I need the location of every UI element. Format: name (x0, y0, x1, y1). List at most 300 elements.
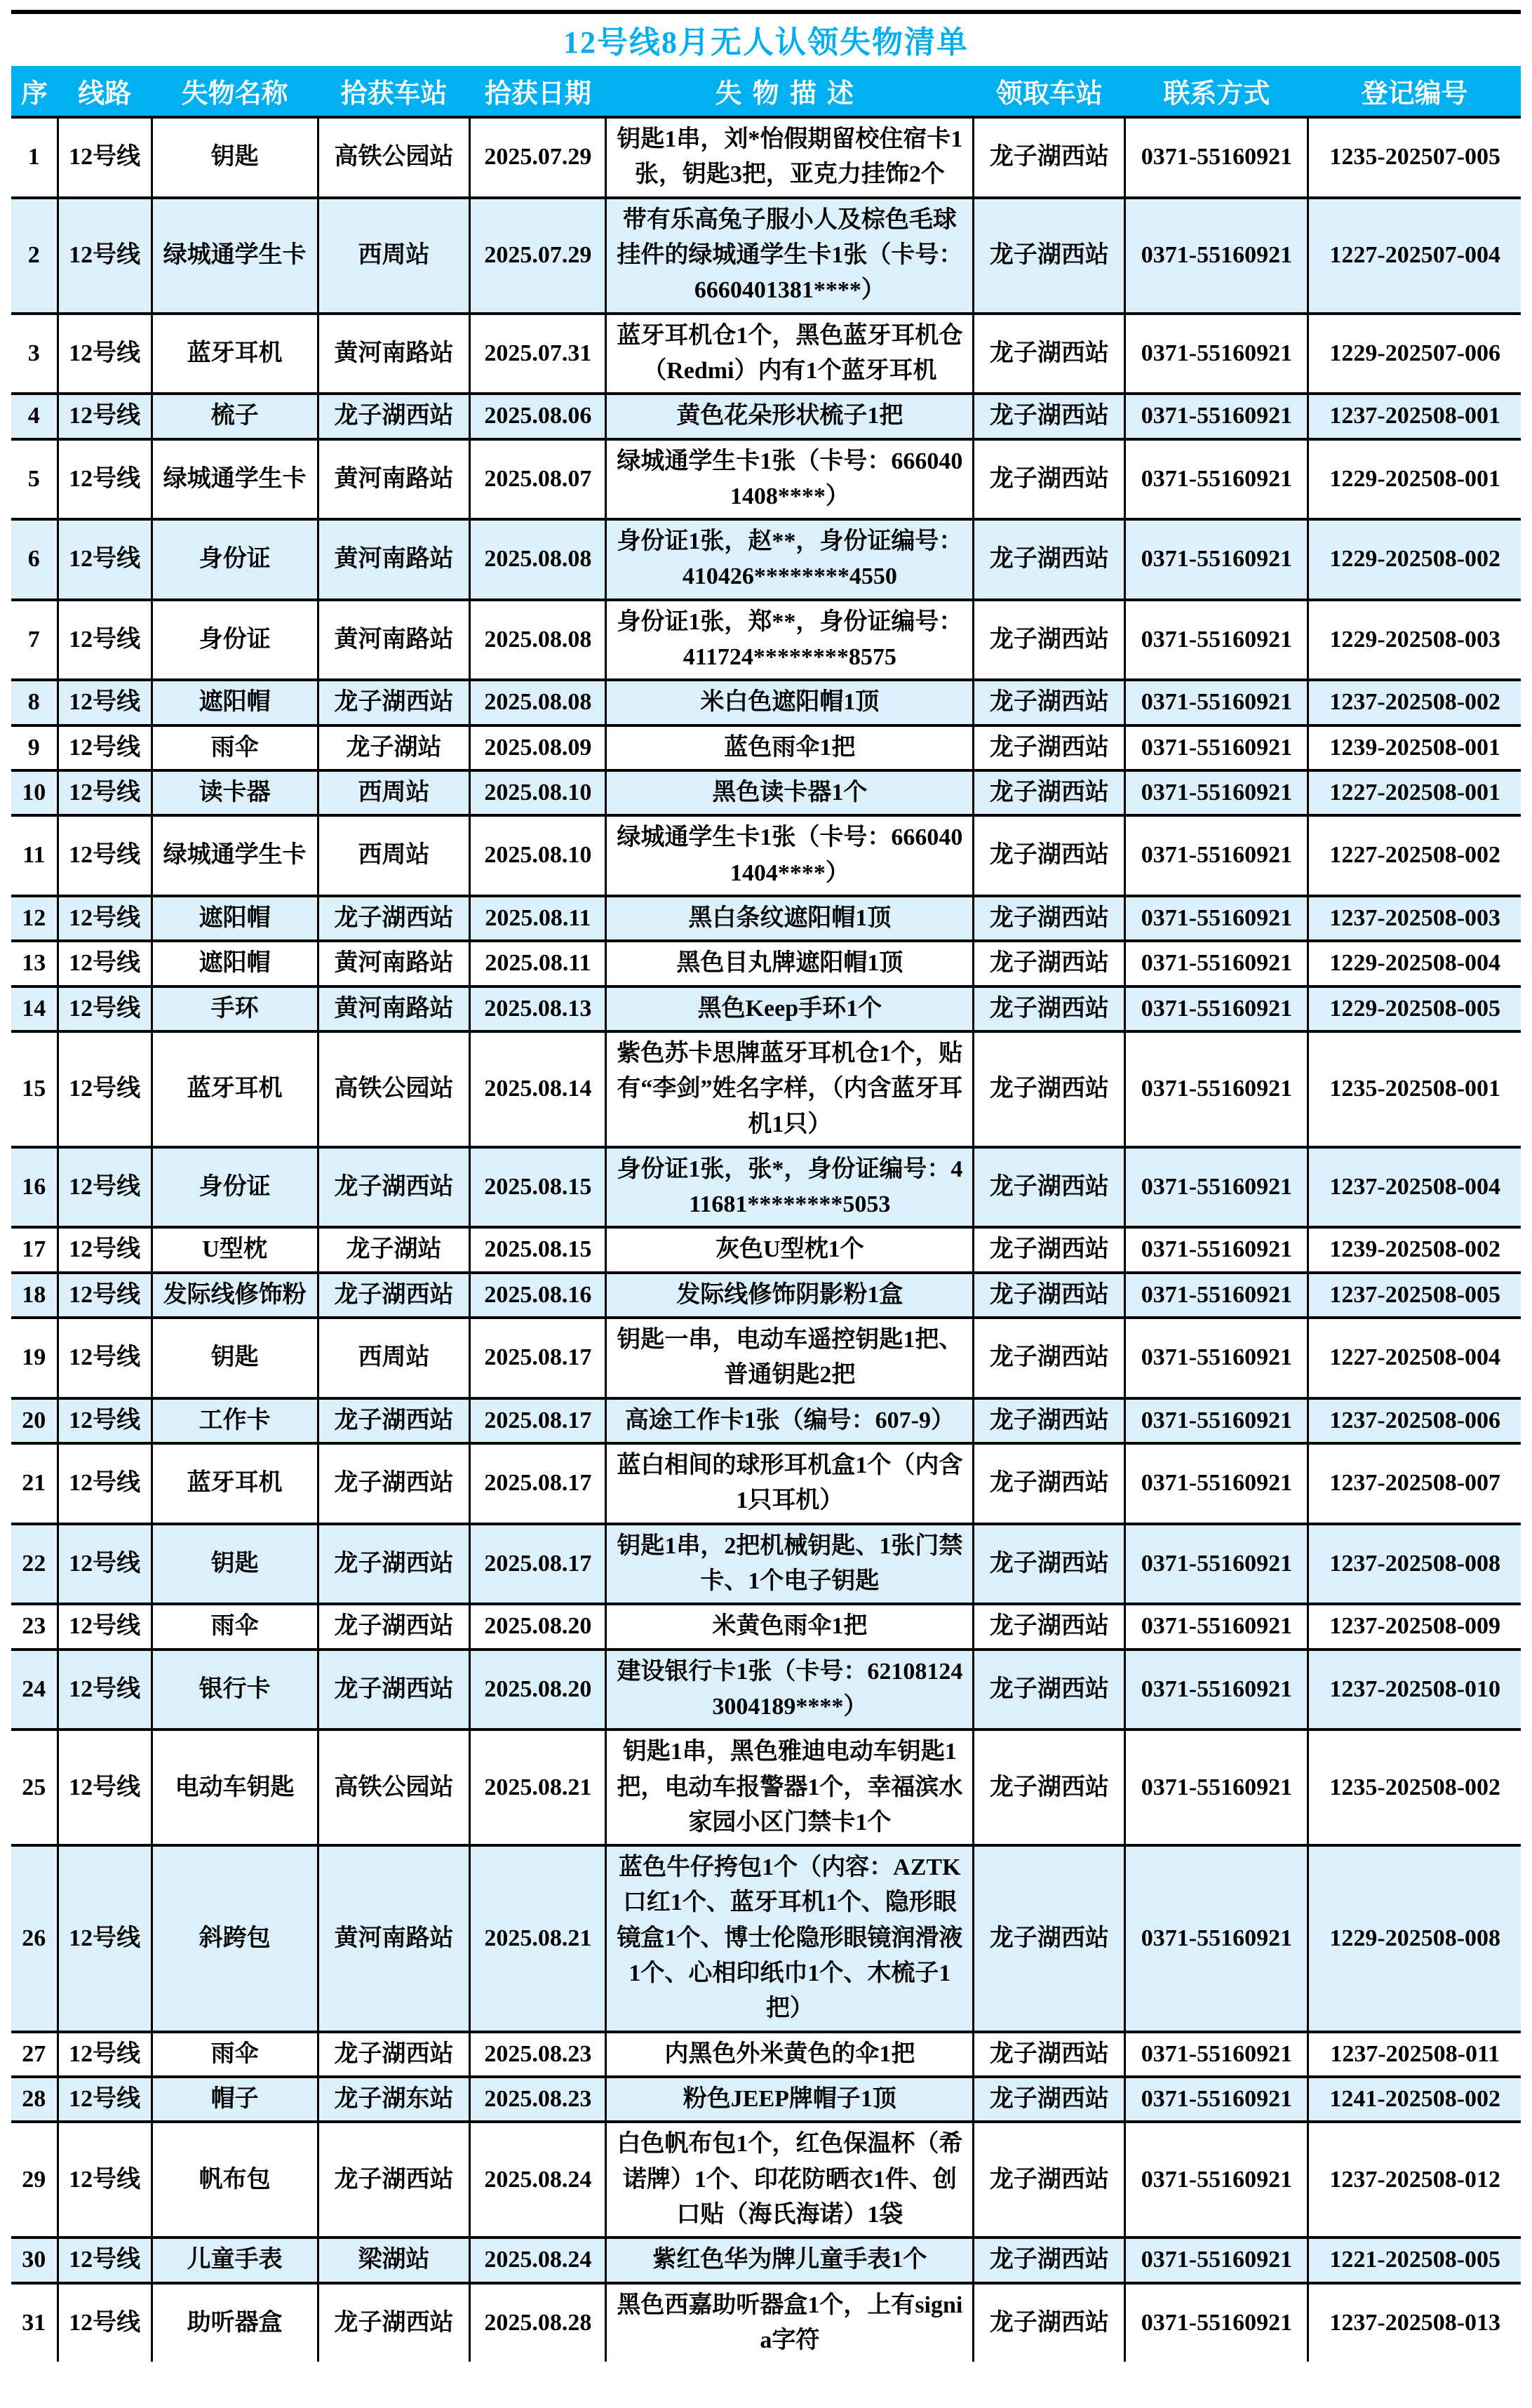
cell-reg: 1237-202508-006 (1308, 1398, 1521, 1443)
cell-station: 龙子湖西站 (318, 896, 470, 941)
cell-name: 电动车钥匙 (152, 1730, 318, 1845)
cell-station: 龙子湖站 (318, 1227, 470, 1272)
cell-date: 2025.08.24 (470, 2122, 606, 2238)
column-header-6: 失物描述 (606, 66, 974, 117)
cell-pickup: 龙子湖西站 (974, 770, 1125, 815)
cell-name: 身份证 (152, 600, 318, 681)
cell-pickup: 龙子湖西站 (974, 1318, 1125, 1398)
cell-phone: 0371-55160921 (1125, 1845, 1308, 2032)
cell-seq: 5 (11, 439, 58, 520)
cell-phone: 0371-55160921 (1125, 439, 1308, 520)
cell-reg: 1237-202508-007 (1308, 1443, 1521, 1524)
column-header-1: 序 (11, 66, 58, 117)
cell-date: 2025.08.15 (470, 1147, 606, 1228)
cell-phone: 0371-55160921 (1125, 896, 1308, 941)
cell-pickup: 龙子湖西站 (974, 2238, 1125, 2282)
column-header-4: 拾获车站 (318, 66, 470, 117)
column-header-9: 登记编号 (1308, 66, 1521, 117)
cell-reg: 1227-202508-004 (1308, 1318, 1521, 1398)
cell-name: 钥匙 (152, 1524, 318, 1605)
cell-reg: 1227-202508-001 (1308, 770, 1521, 815)
cell-station: 西周站 (318, 1318, 470, 1398)
cell-name: 雨伞 (152, 1604, 318, 1649)
cell-name: 助听器盒 (152, 2283, 318, 2362)
cell-pickup: 龙子湖西站 (974, 1845, 1125, 2032)
cell-line: 12号线 (58, 1443, 152, 1524)
cell-desc: 绿城通学生卡1张（卡号：6660401408****） (606, 439, 974, 520)
cell-seq: 12 (11, 896, 58, 941)
cell-station: 龙子湖西站 (318, 680, 470, 725)
cell-name: 遮阳帽 (152, 680, 318, 725)
cell-pickup: 龙子湖西站 (974, 725, 1125, 770)
cell-pickup: 龙子湖西站 (974, 1443, 1125, 1524)
cell-date: 2025.08.08 (470, 680, 606, 725)
column-header-3: 失物名称 (152, 66, 318, 117)
table-row (11, 815, 1521, 896)
cell-date: 2025.08.17 (470, 1524, 606, 1605)
cell-station: 黄河南路站 (318, 986, 470, 1031)
cell-seq: 9 (11, 725, 58, 770)
cell-reg: 1229-202508-003 (1308, 600, 1521, 681)
table-row (11, 1398, 1521, 1443)
column-header-7: 领取车站 (974, 66, 1125, 117)
cell-reg: 1229-202508-002 (1308, 519, 1521, 600)
cell-station: 龙子湖西站 (318, 394, 470, 439)
cell-date: 2025.08.06 (470, 394, 606, 439)
cell-pickup: 龙子湖西站 (974, 1604, 1125, 1649)
cell-seq: 23 (11, 1604, 58, 1649)
cell-line: 12号线 (58, 725, 152, 770)
cell-line: 12号线 (58, 519, 152, 600)
cell-date: 2025.08.28 (470, 2283, 606, 2362)
cell-date: 2025.08.20 (470, 1604, 606, 1649)
cell-seq: 3 (11, 314, 58, 394)
cell-date: 2025.08.11 (470, 896, 606, 941)
table-row (11, 1730, 1521, 1845)
cell-desc: 钥匙1串，2把机械钥匙、1张门禁卡、1个电子钥匙 (606, 1524, 974, 1605)
cell-phone: 0371-55160921 (1125, 1524, 1308, 1605)
table-row (11, 439, 1521, 520)
cell-line: 12号线 (58, 439, 152, 520)
cell-phone: 0371-55160921 (1125, 2032, 1308, 2077)
column-header-2: 线路 (58, 66, 152, 117)
cell-name: 帆布包 (152, 2122, 318, 2238)
table-row (11, 896, 1521, 941)
cell-name: 钥匙 (152, 1318, 318, 1398)
table-row (11, 314, 1521, 394)
cell-pickup: 龙子湖西站 (974, 439, 1125, 520)
cell-date: 2025.08.23 (470, 2077, 606, 2122)
cell-date: 2025.08.21 (470, 1730, 606, 1845)
cell-seq: 18 (11, 1273, 58, 1318)
cell-seq: 24 (11, 1650, 58, 1730)
cell-pickup: 龙子湖西站 (974, 198, 1125, 314)
cell-seq: 25 (11, 1730, 58, 1845)
cell-reg: 1237-202508-010 (1308, 1650, 1521, 1730)
cell-line: 12号线 (58, 600, 152, 681)
cell-phone: 0371-55160921 (1125, 1147, 1308, 1228)
cell-reg: 1237-202508-003 (1308, 896, 1521, 941)
cell-station: 龙子湖西站 (318, 1524, 470, 1605)
cell-desc: 建设银行卡1张（卡号：621081243004189****） (606, 1650, 974, 1730)
cell-reg: 1229-202508-001 (1308, 439, 1521, 520)
cell-phone: 0371-55160921 (1125, 1650, 1308, 1730)
cell-line: 12号线 (58, 198, 152, 314)
cell-pickup: 龙子湖西站 (974, 896, 1125, 941)
cell-phone: 0371-55160921 (1125, 1730, 1308, 1845)
cell-desc: 蓝牙耳机仓1个，黑色蓝牙耳机仓（Redmi）内有1个蓝牙耳机 (606, 314, 974, 394)
table-row (11, 1845, 1521, 2032)
cell-reg: 1237-202508-011 (1308, 2032, 1521, 2077)
cell-pickup: 龙子湖西站 (974, 815, 1125, 896)
cell-name: U型枕 (152, 1227, 318, 1272)
cell-line: 12号线 (58, 2122, 152, 2238)
table-row (11, 117, 1521, 198)
table-row (11, 2238, 1521, 2282)
cell-reg: 1237-202508-008 (1308, 1524, 1521, 1605)
table-row (11, 986, 1521, 1031)
cell-pickup: 龙子湖西站 (974, 1398, 1125, 1443)
cell-date: 2025.08.17 (470, 1318, 606, 1398)
table-row (11, 2122, 1521, 2238)
cell-line: 12号线 (58, 1318, 152, 1398)
cell-desc: 身份证1张，郑**，身份证编号：411724********8575 (606, 600, 974, 681)
cell-pickup: 龙子湖西站 (974, 1524, 1125, 1605)
cell-line: 12号线 (58, 941, 152, 986)
cell-name: 蓝牙耳机 (152, 1443, 318, 1524)
cell-pickup: 龙子湖西站 (974, 1147, 1125, 1228)
cell-name: 身份证 (152, 519, 318, 600)
cell-station: 龙子湖站 (318, 725, 470, 770)
cell-reg: 1227-202508-002 (1308, 815, 1521, 896)
cell-line: 12号线 (58, 1604, 152, 1649)
cell-phone: 0371-55160921 (1125, 1273, 1308, 1318)
cell-reg: 1237-202508-005 (1308, 1273, 1521, 1318)
cell-reg: 1227-202507-004 (1308, 198, 1521, 314)
cell-name: 斜跨包 (152, 1845, 318, 2032)
cell-name: 绿城通学生卡 (152, 815, 318, 896)
cell-station: 龙子湖西站 (318, 1147, 470, 1228)
cell-seq: 29 (11, 2122, 58, 2238)
cell-name: 儿童手表 (152, 2238, 318, 2282)
cell-line: 12号线 (58, 117, 152, 198)
cell-station: 龙子湖西站 (318, 1273, 470, 1318)
cell-seq: 28 (11, 2077, 58, 2122)
cell-phone: 0371-55160921 (1125, 1604, 1308, 1649)
cell-phone: 0371-55160921 (1125, 314, 1308, 394)
cell-reg: 1239-202508-002 (1308, 1227, 1521, 1272)
cell-reg: 1237-202508-001 (1308, 394, 1521, 439)
cell-pickup: 龙子湖西站 (974, 2122, 1125, 2238)
cell-date: 2025.08.08 (470, 519, 606, 600)
cell-desc: 灰色U型枕1个 (606, 1227, 974, 1272)
cell-date: 2025.08.13 (470, 986, 606, 1031)
cell-line: 12号线 (58, 770, 152, 815)
cell-phone: 0371-55160921 (1125, 394, 1308, 439)
cell-seq: 16 (11, 1147, 58, 1228)
cell-line: 12号线 (58, 1227, 152, 1272)
cell-phone: 0371-55160921 (1125, 941, 1308, 986)
cell-name: 工作卡 (152, 1398, 318, 1443)
cell-phone: 0371-55160921 (1125, 2122, 1308, 2238)
table-row (11, 394, 1521, 439)
table-row (11, 2283, 1521, 2362)
cell-desc: 紫色苏卡思牌蓝牙耳机仓1个，贴有“李剑”姓名字样，（内含蓝牙耳机1只） (606, 1031, 974, 1147)
cell-desc: 米黄色雨伞1把 (606, 1604, 974, 1649)
cell-reg: 1235-202508-002 (1308, 1730, 1521, 1845)
cell-desc: 高途工作卡1张（编号：607-9） (606, 1398, 974, 1443)
table-row (11, 1227, 1521, 1272)
cell-date: 2025.07.29 (470, 198, 606, 314)
cell-seq: 17 (11, 1227, 58, 1272)
cell-desc: 带有乐高兔子服小人及棕色毛球挂件的绿城通学生卡1张（卡号：6660401381****） (606, 198, 974, 314)
cell-desc: 黑色Keep手环1个 (606, 986, 974, 1031)
cell-desc: 钥匙一串，电动车遥控钥匙1把、普通钥匙2把 (606, 1318, 974, 1398)
cell-reg: 1235-202508-001 (1308, 1031, 1521, 1147)
cell-seq: 15 (11, 1031, 58, 1147)
cell-name: 发际线修饰粉 (152, 1273, 318, 1318)
cell-pickup: 龙子湖西站 (974, 941, 1125, 986)
table-row (11, 1443, 1521, 1524)
cell-station: 梁湖站 (318, 2238, 470, 2282)
table-row (11, 680, 1521, 725)
cell-phone: 0371-55160921 (1125, 2283, 1308, 2362)
cell-name: 帽子 (152, 2077, 318, 2122)
cell-reg: 1221-202508-005 (1308, 2238, 1521, 2282)
cell-reg: 1237-202508-012 (1308, 2122, 1521, 2238)
cell-date: 2025.08.11 (470, 941, 606, 986)
cell-name: 手环 (152, 986, 318, 1031)
cell-seq: 2 (11, 198, 58, 314)
table-row (11, 2077, 1521, 2122)
cell-line: 12号线 (58, 1524, 152, 1605)
cell-reg: 1229-202508-008 (1308, 1845, 1521, 2032)
table-row (11, 1524, 1521, 1605)
cell-reg: 1229-202508-004 (1308, 941, 1521, 986)
cell-pickup: 龙子湖西站 (974, 2032, 1125, 2077)
cell-station: 龙子湖西站 (318, 2032, 470, 2077)
cell-pickup: 龙子湖西站 (974, 394, 1125, 439)
cell-pickup: 龙子湖西站 (974, 1227, 1125, 1272)
cell-seq: 30 (11, 2238, 58, 2282)
cell-phone: 0371-55160921 (1125, 2077, 1308, 2122)
cell-station: 高铁公园站 (318, 1730, 470, 1845)
cell-desc: 黄色花朵形状梳子1把 (606, 394, 974, 439)
cell-reg: 1237-202508-013 (1308, 2283, 1521, 2362)
header-row (11, 66, 1521, 117)
cell-line: 12号线 (58, 896, 152, 941)
cell-date: 2025.08.23 (470, 2032, 606, 2077)
cell-date: 2025.08.16 (470, 1273, 606, 1318)
cell-line: 12号线 (58, 1730, 152, 1845)
cell-line: 12号线 (58, 1845, 152, 2032)
cell-name: 梳子 (152, 394, 318, 439)
cell-pickup: 龙子湖西站 (974, 600, 1125, 681)
cell-date: 2025.08.14 (470, 1031, 606, 1147)
table-row (11, 941, 1521, 986)
cell-pickup: 龙子湖西站 (974, 519, 1125, 600)
cell-line: 12号线 (58, 2283, 152, 2362)
cell-pickup: 龙子湖西站 (974, 314, 1125, 394)
cell-station: 高铁公园站 (318, 1031, 470, 1147)
cell-pickup: 龙子湖西站 (974, 986, 1125, 1031)
cell-station: 黄河南路站 (318, 600, 470, 681)
cell-phone: 0371-55160921 (1125, 770, 1308, 815)
cell-seq: 4 (11, 394, 58, 439)
cell-line: 12号线 (58, 2077, 152, 2122)
cell-line: 12号线 (58, 2032, 152, 2077)
cell-reg: 1235-202507-005 (1308, 117, 1521, 198)
cell-line: 12号线 (58, 986, 152, 1031)
cell-desc: 粉色JEEP牌帽子1顶 (606, 2077, 974, 2122)
table-row (11, 2032, 1521, 2077)
cell-station: 龙子湖西站 (318, 2122, 470, 2238)
cell-station: 黄河南路站 (318, 941, 470, 986)
cell-line: 12号线 (58, 1147, 152, 1228)
cell-name: 雨伞 (152, 2032, 318, 2077)
cell-name: 蓝牙耳机 (152, 1031, 318, 1147)
table-row (11, 1273, 1521, 1318)
cell-name: 雨伞 (152, 725, 318, 770)
cell-desc: 黑白条纹遮阳帽1顶 (606, 896, 974, 941)
cell-seq: 19 (11, 1318, 58, 1398)
cell-date: 2025.08.20 (470, 1650, 606, 1730)
cell-desc: 绿城通学生卡1张（卡号：6660401404****） (606, 815, 974, 896)
cell-station: 高铁公园站 (318, 117, 470, 198)
cell-date: 2025.08.24 (470, 2238, 606, 2282)
cell-date: 2025.07.31 (470, 314, 606, 394)
cell-reg: 1237-202508-002 (1308, 680, 1521, 725)
cell-seq: 1 (11, 117, 58, 198)
cell-phone: 0371-55160921 (1125, 1227, 1308, 1272)
cell-reg: 1229-202508-005 (1308, 986, 1521, 1031)
cell-phone: 0371-55160921 (1125, 117, 1308, 198)
cell-reg: 1237-202508-004 (1308, 1147, 1521, 1228)
lost-items-table (11, 66, 1521, 2362)
cell-name: 蓝牙耳机 (152, 314, 318, 394)
cell-seq: 31 (11, 2283, 58, 2362)
cell-seq: 6 (11, 519, 58, 600)
cell-date: 2025.08.10 (470, 815, 606, 896)
cell-phone: 0371-55160921 (1125, 2238, 1308, 2282)
cell-seq: 8 (11, 680, 58, 725)
cell-date: 2025.08.15 (470, 1227, 606, 1272)
cell-pickup: 龙子湖西站 (974, 2283, 1125, 2362)
cell-desc: 钥匙1串，刘*怡假期留校住宿卡1张，钥匙3把，亚克力挂饰2个 (606, 117, 974, 198)
cell-station: 黄河南路站 (318, 519, 470, 600)
table-row (11, 770, 1521, 815)
cell-phone: 0371-55160921 (1125, 1031, 1308, 1147)
cell-name: 读卡器 (152, 770, 318, 815)
table-row (11, 725, 1521, 770)
cell-reg: 1229-202507-006 (1308, 314, 1521, 394)
cell-name: 钥匙 (152, 117, 318, 198)
cell-desc: 黑色西嘉助听器盒1个，上有signia字符 (606, 2283, 974, 2362)
cell-phone: 0371-55160921 (1125, 198, 1308, 314)
cell-phone: 0371-55160921 (1125, 600, 1308, 681)
cell-phone: 0371-55160921 (1125, 519, 1308, 600)
table-row (11, 1604, 1521, 1649)
cell-reg: 1237-202508-009 (1308, 1604, 1521, 1649)
cell-station: 西周站 (318, 770, 470, 815)
column-header-5: 拾获日期 (470, 66, 606, 117)
cell-seq: 20 (11, 1398, 58, 1443)
cell-name: 遮阳帽 (152, 941, 318, 986)
cell-name: 绿城通学生卡 (152, 439, 318, 520)
cell-line: 12号线 (58, 1650, 152, 1730)
cell-phone: 0371-55160921 (1125, 680, 1308, 725)
cell-line: 12号线 (58, 2238, 152, 2282)
cell-station: 黄河南路站 (318, 1845, 470, 2032)
cell-desc: 发际线修饰阴影粉1盒 (606, 1273, 974, 1318)
cell-line: 12号线 (58, 1031, 152, 1147)
cell-line: 12号线 (58, 1398, 152, 1443)
cell-phone: 0371-55160921 (1125, 815, 1308, 896)
cell-desc: 米白色遮阳帽1顶 (606, 680, 974, 725)
cell-phone: 0371-55160921 (1125, 725, 1308, 770)
cell-station: 黄河南路站 (318, 439, 470, 520)
cell-seq: 26 (11, 1845, 58, 2032)
cell-name: 绿城通学生卡 (152, 198, 318, 314)
column-header-8: 联系方式 (1125, 66, 1308, 117)
cell-reg: 1239-202508-001 (1308, 725, 1521, 770)
cell-pickup: 龙子湖西站 (974, 1650, 1125, 1730)
cell-desc: 蓝白相间的球形耳机盒1个（内含1只耳机） (606, 1443, 974, 1524)
cell-desc: 紫红色华为牌儿童手表1个 (606, 2238, 974, 2282)
table-row (11, 1031, 1521, 1147)
cell-desc: 白色帆布包1个，红色保温杯（希诺牌）1个、印花防晒衣1件、创口贴（海氏海诺）1袋 (606, 2122, 974, 2238)
cell-seq: 21 (11, 1443, 58, 1524)
page-title: 12号线8月无人认领失物清单 (11, 10, 1521, 66)
cell-date: 2025.08.10 (470, 770, 606, 815)
cell-date: 2025.07.29 (470, 117, 606, 198)
cell-seq: 7 (11, 600, 58, 681)
table-row (11, 519, 1521, 600)
cell-seq: 14 (11, 986, 58, 1031)
cell-name: 身份证 (152, 1147, 318, 1228)
cell-phone: 0371-55160921 (1125, 986, 1308, 1031)
cell-pickup: 龙子湖西站 (974, 2077, 1125, 2122)
table-header (11, 66, 1521, 117)
cell-line: 12号线 (58, 680, 152, 725)
cell-date: 2025.08.17 (470, 1443, 606, 1524)
cell-desc: 蓝色雨伞1把 (606, 725, 974, 770)
table-row (11, 198, 1521, 314)
cell-date: 2025.08.08 (470, 600, 606, 681)
cell-phone: 0371-55160921 (1125, 1398, 1308, 1443)
cell-desc: 黑色读卡器1个 (606, 770, 974, 815)
table-row (11, 1318, 1521, 1398)
cell-date: 2025.08.07 (470, 439, 606, 520)
cell-date: 2025.08.09 (470, 725, 606, 770)
cell-station: 龙子湖西站 (318, 1604, 470, 1649)
cell-seq: 11 (11, 815, 58, 896)
cell-pickup: 龙子湖西站 (974, 117, 1125, 198)
cell-desc: 钥匙1串，黑色雅迪电动车钥匙1把，电动车报警器1个，幸福滨水家园小区门禁卡1个 (606, 1730, 974, 1845)
cell-pickup: 龙子湖西站 (974, 1031, 1125, 1147)
cell-seq: 22 (11, 1524, 58, 1605)
cell-date: 2025.08.21 (470, 1845, 606, 2032)
table-row (11, 600, 1521, 681)
cell-seq: 13 (11, 941, 58, 986)
cell-station: 龙子湖西站 (318, 1443, 470, 1524)
table-row (11, 1147, 1521, 1228)
cell-line: 12号线 (58, 394, 152, 439)
table-row (11, 1650, 1521, 1730)
cell-seq: 27 (11, 2032, 58, 2077)
cell-date: 2025.08.17 (470, 1398, 606, 1443)
cell-station: 龙子湖西站 (318, 1398, 470, 1443)
